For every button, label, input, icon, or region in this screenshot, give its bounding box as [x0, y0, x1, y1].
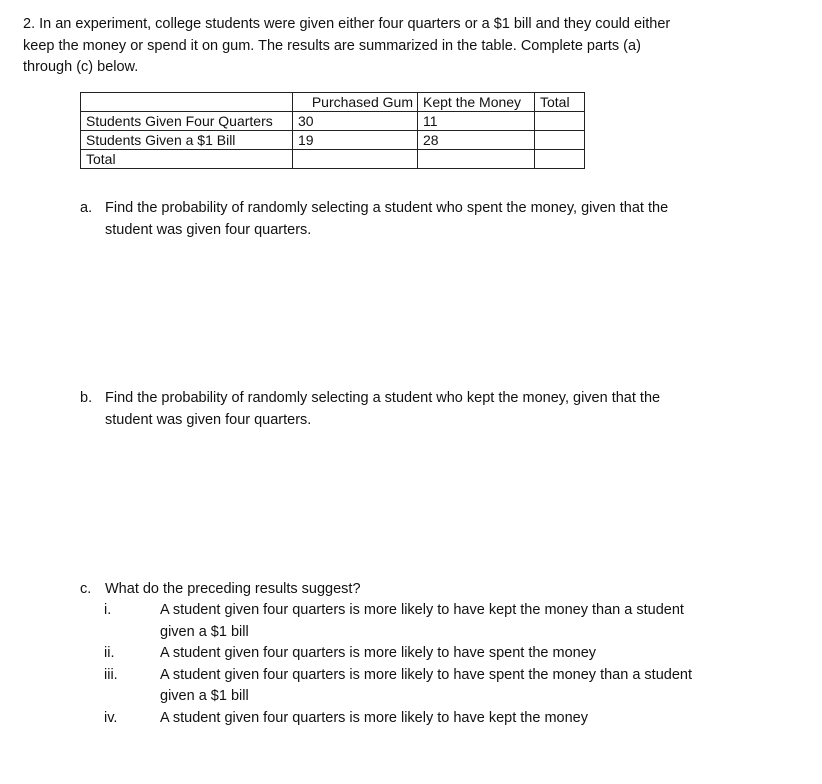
table-cell: [535, 131, 585, 150]
table-cell: 11: [418, 112, 535, 131]
table-row-label: Total: [81, 150, 293, 169]
option-line-2: given a $1 bill: [160, 688, 249, 704]
question-line-1: 2. In an experiment, college students were given either four quarters or a $1 bill and they could either: [23, 16, 671, 32]
table-row-label: Students Given Four Quarters: [81, 112, 293, 131]
option-line-2: given a $1 bill: [160, 623, 249, 640]
table-cell: 30: [293, 112, 418, 131]
part-c: [80, 579, 720, 601]
part-b-line-2: student was given four quarters.: [105, 411, 312, 428]
part-c-line-1: What do the preceding results suggest?: [105, 581, 361, 597]
table-row-label: Students Given a $1 Bill: [81, 131, 293, 150]
option-number: iii.: [104, 666, 118, 683]
question-line-2: keep the money or spend it on gum. The results are summarized in the table. Complete parts (a): [23, 37, 641, 54]
option-number: i.: [104, 602, 112, 618]
table-header-cell: [81, 93, 293, 112]
list-item: [104, 600, 744, 643]
table-cell: [535, 112, 585, 131]
list-item: [104, 643, 744, 665]
option-number: ii.: [104, 645, 115, 661]
table-header-cell: Purchased Gum: [293, 93, 418, 112]
part-b: [80, 388, 720, 431]
table-row: [81, 150, 585, 169]
table-cell: 28: [418, 131, 535, 150]
option-line-1: A student given four quarters is more likely to have spent the money: [160, 645, 597, 661]
table-header-cell: Kept the Money: [418, 93, 535, 112]
part-b-line-1: Find the probability of randomly selecting a student who kept the money, given that the: [105, 390, 661, 406]
list-item: [104, 708, 744, 730]
table-cell: 19: [293, 131, 418, 150]
part-a-letter: a.: [80, 200, 93, 216]
table-header-row: [81, 93, 585, 112]
option-number: iv.: [104, 709, 118, 726]
list-item: [104, 665, 744, 708]
part-a: [80, 198, 720, 241]
question-intro: [23, 14, 723, 79]
results-table: [80, 92, 585, 169]
table-row: [81, 112, 585, 131]
table-row: [81, 131, 585, 150]
option-line-1: A student given four quarters is more likely to have spent the money than a student: [160, 666, 692, 683]
part-b-letter: b.: [80, 390, 93, 406]
part-a-line-1: Find the probability of randomly selecting a student who spent the money, given that the: [105, 200, 669, 216]
table-cell: [293, 150, 418, 169]
option-line-1: A student given four quarters is more likely to have kept the money than a student: [160, 602, 684, 618]
table-cell: [535, 150, 585, 169]
part-c-letter: c.: [80, 581, 92, 597]
table-header-cell: Total: [535, 93, 585, 112]
part-c-options: [104, 600, 744, 729]
part-a-line-2: student was given four quarters.: [105, 221, 312, 238]
option-line-1: A student given four quarters is more likely to have kept the money: [160, 709, 588, 726]
table-cell: [418, 150, 535, 169]
question-line-3: through (c) below.: [23, 59, 139, 75]
